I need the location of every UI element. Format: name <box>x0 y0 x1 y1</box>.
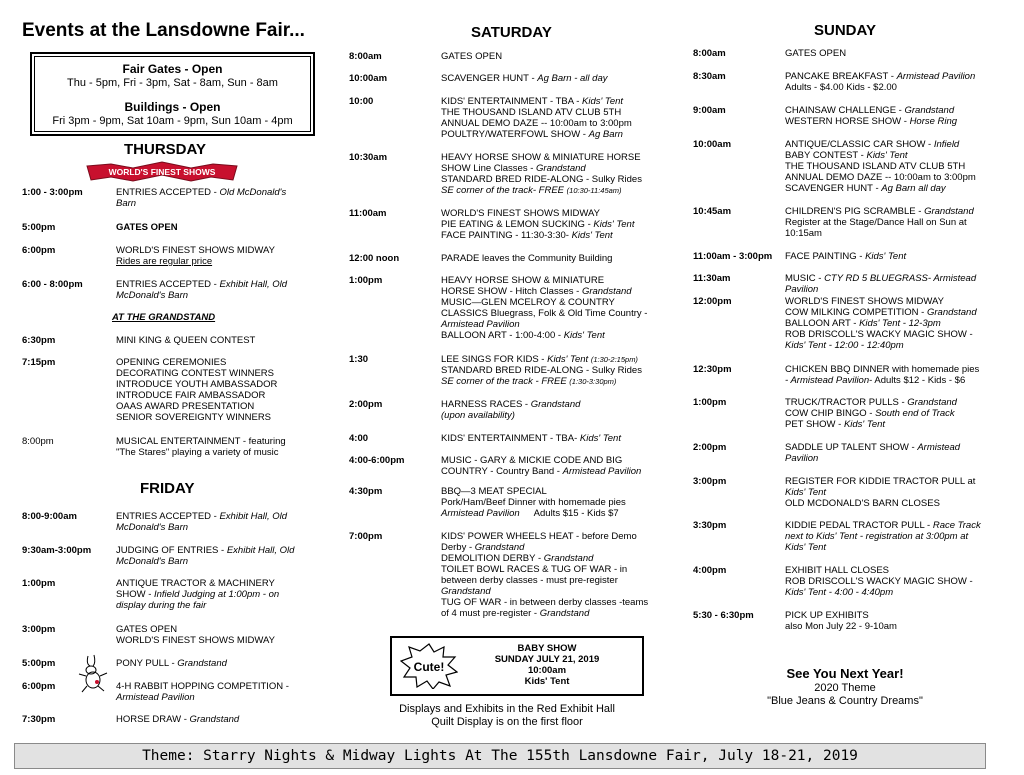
theme-bar: Theme: Starry Nights & Midway Lights At The 155th Lansdowne Fair, July 18-21, 2019 <box>14 743 986 769</box>
thu-event-2: GATES OPEN <box>116 222 178 233</box>
sun-event-10: TRUCK/TRACTOR PULLS - Grandstand COW CHIP BINGO - South end of Track PET SHOW - Kids' Tent <box>785 397 957 430</box>
sat-event-2: SCAVENGER HUNT - Ag Barn - all day <box>441 73 608 84</box>
sun-time-10: 1:00pm <box>693 397 727 408</box>
thu-time-1: 1:00 - 3:00pm <box>22 187 83 198</box>
sat-time-13: 7:00pm <box>349 531 383 542</box>
sun-time-2: 8:30am <box>693 71 726 82</box>
sun-time-11: 2:00pm <box>693 442 727 453</box>
sat-event-6: PARADE leaves the Community Building <box>441 253 613 264</box>
sat-time-2: 10:00am <box>349 73 388 84</box>
thu-time-7: 8:00pm <box>22 436 54 447</box>
thu-event-7: MUSICAL ENTERTAINMENT - featuring "The Stares" playing a variety of music <box>116 436 286 458</box>
thu-event-3: WORLD'S FINEST SHOWS MIDWAY Rides are regular price <box>116 245 275 267</box>
fri-event-3: ANTIQUE TRACTOR & MACHINERY SHOW - Infield Judging at 1:00pm - on display during the fair <box>116 578 280 611</box>
baby-show-box <box>390 636 644 696</box>
cute-burst-icon <box>400 643 458 689</box>
sat-event-11: MUSIC - GARY & MICKIE CODE AND BIG COUNTRY - Country Band - Armistead Pavilion <box>441 455 642 477</box>
sun-event-11: SADDLE UP TALENT SHOW - Armistead Pavilion <box>785 442 961 464</box>
thu-event-5: MINI KING & QUEEN CONTEST <box>116 335 256 346</box>
sat-event-9: HARNESS RACES - Grandstand (upon availability) <box>441 399 581 421</box>
see-you-next-year: See You Next Year! 2020 Theme "Blue Jeans & Country Dreams" <box>767 666 923 707</box>
sun-event-15: PICK UP EXHIBITS also Mon July 22 - 9-10am <box>785 610 897 632</box>
worlds-finest-shows-banner <box>83 160 241 182</box>
sat-event-5: WORLD'S FINEST SHOWS MIDWAY PIE EATING & LEMON SUCKING - Kids' Tent FACE PAINTING - 11:30-3:30- Kids' Tent <box>441 208 635 241</box>
sun-event-4: ANTIQUE/CLASSIC CAR SHOW - Infield BABY CONTEST - Kids' Tent THE THOUSAND ISLAND ATV CLUB 5TH ANNUAL DEMO DAZE -- 10:00am to 3:00pm SCAVENGER HUNT - Ag Barn all day <box>785 139 976 194</box>
buildings-title: Buildings - Open <box>124 100 221 114</box>
fri-event-2: JUDGING OF ENTRIES - Exhibit Hall, Old McDonald's Barn <box>116 545 295 567</box>
fri-time-6: 6:00pm <box>22 681 56 692</box>
sat-time-4: 10:30am <box>349 152 388 163</box>
fair-gates-hours: Thu - 5pm, Fri - 3pm, Sat - 8am, Sun - 8am <box>67 77 278 89</box>
fri-event-7: HORSE DRAW - Grandstand <box>116 714 240 725</box>
sun-time-5: 10:45am <box>693 206 732 217</box>
sat-time-10: 4:00 <box>349 433 369 444</box>
sat-event-8: LEE SINGS FOR KIDS - Kids' Tent (1:30-2:15pm) STANDARD BRED RIDE-ALONG - Sulky Rides SE corner of the track - FREE (1:30-3:30pm) <box>441 354 642 387</box>
sun-time-13: 3:30pm <box>693 520 727 531</box>
sat-event-7: HEAVY HORSE SHOW & MINIATURE HORSE SHOW - Hitch Classes - Grandstand MUSIC—GLEN MCELROY & COUNTRY CLASSICS Bluegrass, Folk & Old Time Country - Armistead Pavilion BALLOON ART - 1:00-4:00 - Kids' Tent <box>441 275 648 341</box>
sun-time-3: 9:00am <box>693 105 726 116</box>
sun-event-14: EXHIBIT HALL CLOSES ROB DRISCOLL'S WACKY MAGIC SHOW - Kids' Tent - 4:00 - 4:40pm <box>785 565 973 598</box>
thu-event-6: OPENING CEREMONIES DECORATING CONTEST WINNERS INTRODUCE YOUTH AMBASSADOR INTRODUCE FAIR AMBASSADOR OAAS AWARD PRESENTATION SENIOR SOVEREIGNTY WINNERS <box>116 357 278 423</box>
thursday-heading: THURSDAY <box>124 141 206 158</box>
fri-time-3: 1:00pm <box>22 578 56 589</box>
fair-gates-title: Fair Gates - Open <box>122 62 223 76</box>
sat-time-3: 10:00 <box>349 96 374 107</box>
sat-event-13: KIDS' POWER WHEELS HEAT - before Demo Derby - Grandstand DEMOLITION DERBY - Grandstand TOILET BOWL RACES & TUG OF WAR - in between derby classes - must pre-register Grandstand TUG OF WAR - in between derby classes -teams of 4 must pre-register - Grandstand <box>441 531 649 619</box>
sat-event-12: BBQ—3 MEAT SPECIAL Pork/Ham/Beef Dinner with homemade pies Armistead Pavilion Adults $15 - Kids $7 <box>441 486 626 519</box>
thu-time-2: 5:00pm <box>22 222 56 233</box>
sun-time-1: 8:00am <box>693 48 726 59</box>
fri-event-6: 4-H RABBIT HOPPING COMPETITION - Armistead Pavilion <box>116 681 289 703</box>
sun-time-15: 5:30 - 6:30pm <box>693 610 754 621</box>
fri-event-5: PONY PULL - Grandstand <box>116 658 227 669</box>
sun-event-2: PANCAKE BREAKFAST - Armistead Pavilion Adults - $4.00 Kids - $2.00 <box>785 71 976 93</box>
sun-time-12: 3:00pm <box>693 476 727 487</box>
sun-time-14: 4:00pm <box>693 565 727 576</box>
gates-box <box>30 52 315 136</box>
sat-event-3: KIDS' ENTERTAINMENT - TBA - Kids' Tent THE THOUSAND ISLAND ATV CLUB 5TH ANNUAL DEMO DAZE -- 10:00am to 3:00pm POULTRY/WATERFOWL SHOW - Ag Barn <box>441 96 632 140</box>
sat-time-9: 2:00pm <box>349 399 383 410</box>
sun-time-6: 11:00am - 3:00pm <box>693 251 773 262</box>
sun-event-3: CHAINSAW CHALLENGE - Grandstand WESTERN HORSE SHOW - Horse Ring <box>785 105 958 127</box>
sat-time-1: 8:00am <box>349 51 382 62</box>
thu-time-4: 6:00 - 8:00pm <box>22 279 83 290</box>
sat-time-8: 1:30 <box>349 354 369 365</box>
gates-box-inner <box>34 56 311 132</box>
sat-time-7: 1:00pm <box>349 275 383 286</box>
baby-show-text: BABY SHOW SUNDAY JULY 21, 2019 10:00am Kids' Tent <box>494 643 600 687</box>
page-title: Events at the Lansdowne Fair... <box>22 20 305 41</box>
sat-event-10: KIDS' ENTERTAINMENT - TBA- Kids' Tent <box>441 433 621 444</box>
thu-event-1: ENTRIES ACCEPTED - Old McDonald's Barn <box>116 187 287 209</box>
sun-event-12: REGISTER FOR KIDDIE TRACTOR PULL at Kids' Tent OLD MCDONALD'S BARN CLOSES <box>785 476 976 509</box>
cute-text: Cute! <box>413 660 445 674</box>
fri-time-2: 9:30am-3:00pm <box>22 545 92 556</box>
sun-event-7: MUSIC - CTY RD 5 BLUEGRASS- Armistead Pavilion <box>785 273 977 295</box>
sun-event-13: KIDDIE PEDAL TRACTOR PULL - Race Track next to Kids' Tent - registration at 3:00pm at Kids' Tent <box>785 520 981 553</box>
banner-text: WORLD'S FINEST SHOWS <box>108 167 216 177</box>
sunday-heading: SUNDAY <box>814 22 876 39</box>
fri-time-7: 7:30pm <box>22 714 56 725</box>
sun-event-9: CHICKEN BBQ DINNER with homemade pies - Armistead Pavilion- Adults $12 - Kids - $6 <box>785 364 980 386</box>
fri-time-4: 3:00pm <box>22 624 56 635</box>
thu-time-5: 6:30pm <box>22 335 56 346</box>
sun-event-6: FACE PAINTING - Kids' Tent <box>785 251 907 262</box>
sun-time-9: 12:30pm <box>693 364 732 375</box>
fri-time-1: 8:00-9:00am <box>22 511 77 522</box>
thu-time-3: 6:00pm <box>22 245 56 256</box>
fri-event-4: GATES OPEN WORLD'S FINEST SHOWS MIDWAY <box>116 624 275 646</box>
sat-event-1: GATES OPEN <box>441 51 503 62</box>
sat-time-6: 12:00 noon <box>349 253 400 264</box>
sat-time-11: 4:00-6:00pm <box>349 455 405 466</box>
sun-event-5: CHILDREN'S PIG SCRAMBLE - Grandstand Register at the Stage/Dance Hall on Sun at 10:15am <box>785 206 974 239</box>
fri-event-1: ENTRIES ACCEPTED - Exhibit Hall, Old McDonald's Barn <box>116 511 288 533</box>
sun-time-4: 10:00am <box>693 139 732 150</box>
friday-heading: FRIDAY <box>140 480 195 497</box>
thu-time-6: 7:15pm <box>22 357 56 368</box>
saturday-heading: SATURDAY <box>471 24 552 41</box>
thu-event-4: ENTRIES ACCEPTED - Exhibit Hall, Old McDonald's Barn <box>116 279 288 301</box>
fri-time-5: 5:00pm <box>22 658 56 669</box>
sat-time-5: 11:00am <box>349 208 387 219</box>
displays-note: Displays and Exhibits in the Red Exhibit Hall Quilt Display is on the first floor <box>399 703 615 728</box>
sat-event-4: HEAVY HORSE SHOW & MINIATURE HORSE SHOW Line Classes - Grandstand STANDARD BRED RIDE-ALONG - Sulky Rides SE corner of the track- FREE (10:30-11:45am) <box>441 152 642 196</box>
buildings-hours: Fri 3pm - 9pm, Sat 10am - 9pm, Sun 10am - 4pm <box>52 115 293 127</box>
sun-event-1: GATES OPEN <box>785 48 847 59</box>
sun-event-8: WORLD'S FINEST SHOWS MIDWAY COW MILKING COMPETITION - Grandstand BALLOON ART - Kids' Tent - 12-3pm ROB DRISCOLL'S WACKY MAGIC SHOW - Kids' Tent - 12:00 - 12:40pm <box>785 296 977 351</box>
sat-time-12: 4:30pm <box>349 486 383 497</box>
sun-time-8: 12:00pm <box>693 296 732 307</box>
thu-grandstand-heading: AT THE GRANDSTAND <box>112 312 216 323</box>
rabbit-icon <box>74 652 112 694</box>
sun-time-7: 11:30am <box>693 273 731 284</box>
